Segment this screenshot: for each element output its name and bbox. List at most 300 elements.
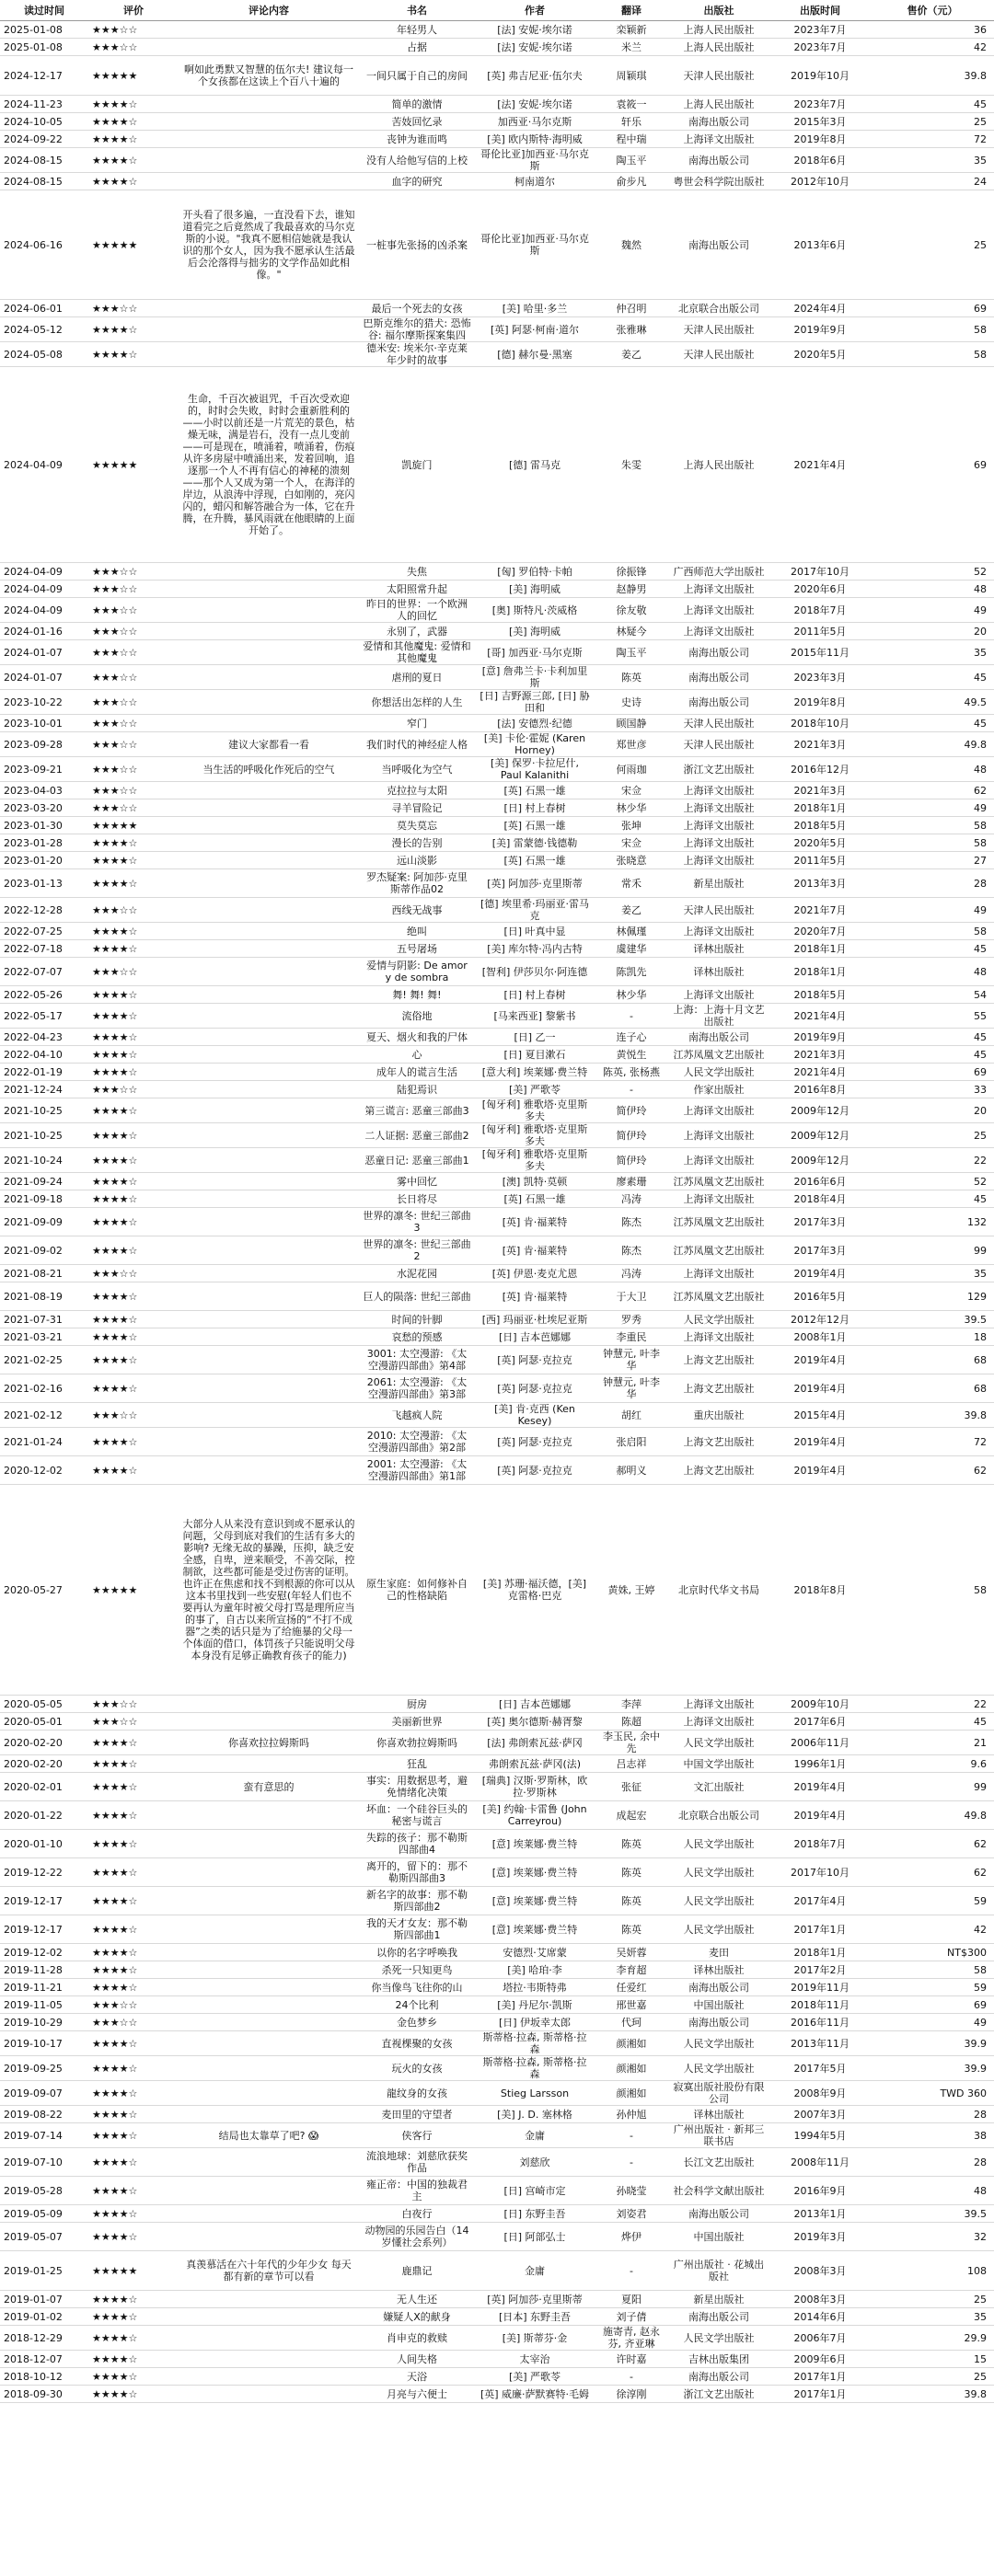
- translator: 林疑今: [595, 623, 668, 640]
- book-title: 我们时代的神经症人格: [359, 732, 475, 757]
- publisher: 天津人民出版社: [668, 342, 769, 367]
- rating: ★★★☆☆: [88, 598, 179, 623]
- translator: 程中瑞: [595, 131, 668, 148]
- price: 58: [871, 834, 994, 852]
- translator: 于大卫: [595, 1282, 668, 1311]
- publisher: 麦田: [668, 1944, 769, 1961]
- table-row: [0, 173, 994, 190]
- rating: ★★★★★: [88, 817, 179, 834]
- translator: 宋佥: [595, 834, 668, 852]
- rating: ★★★★☆: [88, 852, 179, 869]
- read-date: 2022-04-10: [0, 1046, 88, 1064]
- read-date: 2020-01-10: [0, 1830, 88, 1858]
- price: 45: [871, 940, 994, 958]
- author: [美] J. D. 塞林格: [475, 2106, 595, 2123]
- translator: 烨伊: [595, 2223, 668, 2251]
- book-title: 哀愁的预感: [359, 1328, 475, 1346]
- read-date: 2024-10-05: [0, 113, 88, 131]
- table-row: [0, 2386, 994, 2403]
- book-title: 肖申克的救赎: [359, 2326, 475, 2351]
- author: [英] 肯·福莱特: [475, 1236, 595, 1265]
- rating: ★★★★☆: [88, 1190, 179, 1208]
- review: [179, 923, 359, 940]
- rating: ★★★★☆: [88, 96, 179, 113]
- author: 哥伦比亚]加西亚·马尔克斯: [475, 148, 595, 173]
- review: [179, 817, 359, 834]
- rating: ★★★★☆: [88, 1004, 179, 1029]
- pub-date: 2006年7月: [769, 2326, 871, 2351]
- pub-date: 2018年11月: [769, 1996, 871, 2014]
- author: [美] 严歌苓: [475, 1081, 595, 1098]
- author: [日] 宫崎市定: [475, 2177, 595, 2205]
- price: 24: [871, 173, 994, 190]
- review: [179, 799, 359, 817]
- table-row: [0, 1961, 994, 1979]
- translator: 姜乙: [595, 898, 668, 923]
- translator: -: [595, 2251, 668, 2291]
- pub-date: 2019年4月: [769, 1428, 871, 1456]
- pub-date: 1996年1月: [769, 1755, 871, 1773]
- price: 28: [871, 2106, 994, 2123]
- read-date: 2022-12-28: [0, 898, 88, 923]
- publisher: 上海译文出版社: [668, 834, 769, 852]
- author: [日] 吉本芭娜娜: [475, 1696, 595, 1713]
- read-date: 2019-11-21: [0, 1979, 88, 1996]
- translator: 许时嘉: [595, 2351, 668, 2368]
- translator: 廖素珊: [595, 1173, 668, 1190]
- rating: ★★★★☆: [88, 2081, 179, 2106]
- pub-date: 2009年12月: [769, 1148, 871, 1173]
- author: [意大利] 埃莱娜·费兰特: [475, 1064, 595, 1081]
- translator: 成起宏: [595, 1801, 668, 1830]
- pub-date: 2018年1月: [769, 940, 871, 958]
- table-row: [0, 1830, 994, 1858]
- author: [意] 詹弗兰卡·卡利加里斯: [475, 665, 595, 690]
- publisher: 北京联合出版公司: [668, 300, 769, 317]
- table-row: [0, 640, 994, 665]
- pub-date: 2017年4月: [769, 1887, 871, 1915]
- read-date: 2024-04-09: [0, 598, 88, 623]
- translator: 虞建华: [595, 940, 668, 958]
- rating: ★★★☆☆: [88, 732, 179, 757]
- rating: ★★★★☆: [88, 1755, 179, 1773]
- table-row: [0, 1428, 994, 1456]
- pub-date: 2019年3月: [769, 2223, 871, 2251]
- review: 开头看了很多遍，一直没看下去，谁知道看完之后竟然成了我最喜欢的马尔克斯的小说。"我真不愿相信她就是我认识的那个女人，因为我不愿承认生活最后会沦落得与拙劣的文学作品如此相像。": [179, 190, 359, 300]
- review: [179, 2351, 359, 2368]
- read-date: 2023-10-22: [0, 690, 88, 715]
- pub-date: 2016年8月: [769, 1081, 871, 1098]
- author: [英] 肯·福莱特: [475, 1282, 595, 1311]
- review: 啊如此勇默又智慧的伍尔夫! 建议每一个女孩都在这读上个百八十遍的: [179, 56, 359, 96]
- table-row: [0, 1485, 994, 1696]
- publisher: 上海译文出版社: [668, 581, 769, 598]
- pub-date: 2017年6月: [769, 1713, 871, 1731]
- rating: ★★★★☆: [88, 1098, 179, 1123]
- price: NT$300: [871, 1944, 994, 1961]
- price: 45: [871, 715, 994, 732]
- review: [179, 563, 359, 581]
- review: [179, 1961, 359, 1979]
- pub-date: 2023年7月: [769, 21, 871, 39]
- pub-date: 2019年4月: [769, 1456, 871, 1485]
- rating: ★★★☆☆: [88, 1403, 179, 1428]
- price: 62: [871, 1456, 994, 1485]
- read-date: 2022-05-26: [0, 986, 88, 1004]
- read-date: 2021-10-25: [0, 1098, 88, 1123]
- review: [179, 623, 359, 640]
- rating: ★★★★☆: [88, 1915, 179, 1944]
- rating: ★★★★★: [88, 56, 179, 96]
- table-row: [0, 21, 994, 39]
- price: 68: [871, 1346, 994, 1374]
- table-row: [0, 1696, 994, 1713]
- book-title: 德米安: 埃米尔·辛克莱年少时的故事: [359, 342, 475, 367]
- publisher: 上海译文出版社: [668, 799, 769, 817]
- translator: 胡红: [595, 1403, 668, 1428]
- book-title: 直视棵聚的女孩: [359, 2031, 475, 2056]
- price: 49.5: [871, 690, 994, 715]
- book-title: 雾中回忆: [359, 1173, 475, 1190]
- author: [匈牙利] 雅歌塔·克里斯多夫: [475, 1148, 595, 1173]
- rating: ★★★★☆: [88, 1858, 179, 1887]
- rating: ★★★★☆: [88, 2223, 179, 2251]
- book-title: 3001: 太空漫游: 《太空漫游四部曲》第4部: [359, 1346, 475, 1374]
- table-row: [0, 834, 994, 852]
- translator: 郝明义: [595, 1456, 668, 1485]
- table-row: [0, 958, 994, 986]
- read-date: 2019-07-14: [0, 2123, 88, 2148]
- publisher: 上海译文出版社: [668, 623, 769, 640]
- review: [179, 2386, 359, 2403]
- book-title: 世界的凛冬: 世纪三部曲 2: [359, 1236, 475, 1265]
- price: 59: [871, 1887, 994, 1915]
- book-title: 嫌疑人X的献身: [359, 2308, 475, 2326]
- translator: 颜湘如: [595, 2081, 668, 2106]
- book-title: 窄门: [359, 715, 475, 732]
- publisher: 人民文学出版社: [668, 2031, 769, 2056]
- pub-date: 2013年1月: [769, 2205, 871, 2223]
- book-title: 侠客行: [359, 2123, 475, 2148]
- price: 69: [871, 1064, 994, 1081]
- book-title: 飞越疯人院: [359, 1403, 475, 1428]
- price: 108: [871, 2251, 994, 2291]
- publisher: 吉林出版集团: [668, 2351, 769, 2368]
- header-translator: 翻译: [595, 0, 668, 21]
- pub-date: 2019年8月: [769, 131, 871, 148]
- translator: 赵静男: [595, 581, 668, 598]
- publisher: 人民文学出版社: [668, 1858, 769, 1887]
- translator: 钟慧元, 叶李华: [595, 1374, 668, 1403]
- author: [澳] 凯特·莫顿: [475, 1173, 595, 1190]
- author: [日] 叶真中显: [475, 923, 595, 940]
- price: 62: [871, 1830, 994, 1858]
- pub-date: 2019年8月: [769, 690, 871, 715]
- read-date: 2019-08-22: [0, 2106, 88, 2123]
- header-publisher: 出版社: [668, 0, 769, 21]
- translator: 陈英: [595, 665, 668, 690]
- rating: ★★★★☆: [88, 2177, 179, 2205]
- review: [179, 834, 359, 852]
- table-row: [0, 1064, 994, 1081]
- book-title: 爱情与阴影: De amor y de sombra: [359, 958, 475, 986]
- book-title: 事实：用数据思考，避免情绪化决策: [359, 1773, 475, 1801]
- publisher: 天津人民出版社: [668, 56, 769, 96]
- translator: -: [595, 1081, 668, 1098]
- price: 72: [871, 1428, 994, 1456]
- price: 45: [871, 96, 994, 113]
- rating: ★★★★☆: [88, 2123, 179, 2148]
- review: [179, 986, 359, 1004]
- publisher: 北京联合出版公司: [668, 1801, 769, 1830]
- read-date: 2025-01-08: [0, 21, 88, 39]
- review: [179, 852, 359, 869]
- table-row: [0, 1979, 994, 1996]
- translator: 吴妍蓉: [595, 1944, 668, 1961]
- price: 20: [871, 623, 994, 640]
- rating: ★★★★☆: [88, 1961, 179, 1979]
- read-date: 2020-05-01: [0, 1713, 88, 1731]
- author: [哥] 加西亚·马尔克斯: [475, 640, 595, 665]
- price: 48: [871, 757, 994, 782]
- pub-date: 2016年5月: [769, 1282, 871, 1311]
- review: [179, 1236, 359, 1265]
- price: 99: [871, 1773, 994, 1801]
- read-date: 2018-10-12: [0, 2368, 88, 2386]
- pub-date: 2015年4月: [769, 1403, 871, 1428]
- rating: ★★★☆☆: [88, 623, 179, 640]
- price: 58: [871, 342, 994, 367]
- table-row: [0, 2056, 994, 2081]
- book-title: 玩火的女孩: [359, 2056, 475, 2081]
- pub-date: 2008年3月: [769, 2251, 871, 2291]
- book-title: 第三谎言: 恶童三部曲3: [359, 1098, 475, 1123]
- read-date: 2024-04-09: [0, 581, 88, 598]
- book-title: 厨房: [359, 1696, 475, 1713]
- review: [179, 1696, 359, 1713]
- pub-date: 2017年10月: [769, 563, 871, 581]
- publisher: 上海：上海十月文艺出版社: [668, 1004, 769, 1029]
- translator: 邢世嘉: [595, 1996, 668, 2014]
- review: [179, 1755, 359, 1773]
- table-row: [0, 96, 994, 113]
- rating: ★★★☆☆: [88, 757, 179, 782]
- publisher: 社会科学文献出版社: [668, 2177, 769, 2205]
- pub-date: 2017年3月: [769, 1208, 871, 1236]
- translator: 陶玉平: [595, 148, 668, 173]
- header-review: 评论内容: [179, 0, 359, 21]
- author: [日] 东野圭吾: [475, 2205, 595, 2223]
- author: [美] 海明威: [475, 623, 595, 640]
- publisher: 江苏凤凰文艺出版社: [668, 1236, 769, 1265]
- translator: 钟慧元, 叶李华: [595, 1346, 668, 1374]
- review: [179, 1123, 359, 1148]
- author: [美] 卡伦·霍妮 (Karen Horney): [475, 732, 595, 757]
- rating: ★★★☆☆: [88, 1996, 179, 2014]
- review: [179, 1004, 359, 1029]
- price: 58: [871, 1485, 994, 1696]
- translator: 张启阳: [595, 1428, 668, 1456]
- translator: 张晓意: [595, 852, 668, 869]
- review: [179, 581, 359, 598]
- read-date: 2023-10-01: [0, 715, 88, 732]
- author: [英] 阿瑟·克拉克: [475, 1346, 595, 1374]
- publisher: 人民文学出版社: [668, 1064, 769, 1081]
- read-date: 2023-04-03: [0, 782, 88, 799]
- price: 48: [871, 958, 994, 986]
- table-row: [0, 1801, 994, 1830]
- read-date: 2021-10-25: [0, 1123, 88, 1148]
- author: [美] 雷蒙德·钱德勒: [475, 834, 595, 852]
- pub-date: 2023年7月: [769, 96, 871, 113]
- book-title: 恶童日记: 恶童三部曲1: [359, 1148, 475, 1173]
- book-title: 没有人给他写信的上校: [359, 148, 475, 173]
- read-date: 2019-05-07: [0, 2223, 88, 2251]
- pub-date: 2017年5月: [769, 2056, 871, 2081]
- pub-date: 2024年4月: [769, 300, 871, 317]
- book-title: 莫失莫忘: [359, 817, 475, 834]
- review: [179, 2081, 359, 2106]
- rating: ★★★★☆: [88, 1029, 179, 1046]
- author: [匈牙利] 雅歌塔·克里斯多夫: [475, 1098, 595, 1123]
- review: [179, 940, 359, 958]
- review: [179, 2148, 359, 2177]
- translator: 袁筱一: [595, 96, 668, 113]
- translator: 施寄青, 赵永芬, 齐亚琳: [595, 2326, 668, 2351]
- review: 建议大家都看一看: [179, 732, 359, 757]
- author: [英] 阿加莎·克里斯蒂: [475, 2291, 595, 2308]
- header-row: [0, 0, 994, 21]
- publisher: 新星出版社: [668, 869, 769, 898]
- rating: ★★★☆☆: [88, 581, 179, 598]
- table-row: [0, 300, 994, 317]
- translator: 冯涛: [595, 1265, 668, 1282]
- table-row: [0, 1098, 994, 1123]
- rating: ★★★★☆: [88, 173, 179, 190]
- table-row: [0, 923, 994, 940]
- author: [奥] 斯特凡·茨威格: [475, 598, 595, 623]
- publisher: 上海文艺出版社: [668, 1428, 769, 1456]
- publisher: 中国出版社: [668, 2223, 769, 2251]
- author: [日本] 东野圭吾: [475, 2308, 595, 2326]
- review: [179, 131, 359, 148]
- publisher: 上海译文出版社: [668, 1713, 769, 1731]
- price: 28: [871, 2148, 994, 2177]
- pub-date: 2019年4月: [769, 1773, 871, 1801]
- author: 太宰治: [475, 2351, 595, 2368]
- rating: ★★★★☆: [88, 1123, 179, 1148]
- publisher: 译林出版社: [668, 1961, 769, 1979]
- author: [日] 吉野源三郎, [日] 胁田和: [475, 690, 595, 715]
- pub-date: 2008年3月: [769, 2291, 871, 2308]
- rating: ★★★★☆: [88, 1208, 179, 1236]
- price: 49: [871, 898, 994, 923]
- price: 129: [871, 1282, 994, 1311]
- read-date: 2025-01-08: [0, 39, 88, 56]
- table-row: [0, 1944, 994, 1961]
- translator: 魏然: [595, 190, 668, 300]
- read-date: 2021-09-24: [0, 1173, 88, 1190]
- author: [美] 欧内斯特·海明威: [475, 131, 595, 148]
- translator: 徐淳刚: [595, 2386, 668, 2403]
- read-date: 2021-08-19: [0, 1282, 88, 1311]
- read-date: 2022-04-23: [0, 1029, 88, 1046]
- table-row: [0, 1346, 994, 1374]
- table-row: [0, 342, 994, 367]
- table-row: [0, 148, 994, 173]
- rating: ★★★☆☆: [88, 1265, 179, 1282]
- table-row: [0, 2148, 994, 2177]
- translator: 陈英: [595, 1915, 668, 1944]
- rating: ★★★★☆: [88, 1046, 179, 1064]
- translator: 张雅琳: [595, 317, 668, 342]
- author: [英] 阿瑟·克拉克: [475, 1374, 595, 1403]
- book-title: 二人证据: 恶童三部曲2: [359, 1123, 475, 1148]
- table-row: [0, 367, 994, 563]
- review: 蛮有意思的: [179, 1773, 359, 1801]
- review: 你喜欢拉拉姆斯吗: [179, 1731, 359, 1755]
- price: 25: [871, 1123, 994, 1148]
- pub-date: 2018年5月: [769, 986, 871, 1004]
- author: [日] 村上春树: [475, 799, 595, 817]
- translator: 林少华: [595, 799, 668, 817]
- table-row: [0, 1046, 994, 1064]
- translator: 陈英, 张杨燕: [595, 1064, 668, 1081]
- pub-date: 2016年9月: [769, 2177, 871, 2205]
- rating: ★★★☆☆: [88, 300, 179, 317]
- review: [179, 1979, 359, 1996]
- author: [美] 肯·克西 (Ken Kesey): [475, 1403, 595, 1428]
- read-date: 2019-09-07: [0, 2081, 88, 2106]
- review: [179, 148, 359, 173]
- publisher: 南海出版公司: [668, 148, 769, 173]
- read-date: 2021-09-02: [0, 1236, 88, 1265]
- price: 39.9: [871, 2056, 994, 2081]
- review: [179, 640, 359, 665]
- price: 68: [871, 1374, 994, 1403]
- rating: ★★★★☆: [88, 940, 179, 958]
- translator: -: [595, 2148, 668, 2177]
- publisher: 上海译文出版社: [668, 1265, 769, 1282]
- translator: 林佩瑾: [595, 923, 668, 940]
- price: 39.8: [871, 2386, 994, 2403]
- rating: ★★★★☆: [88, 923, 179, 940]
- author: [美] 丹尼尔·凯斯: [475, 1996, 595, 2014]
- review: [179, 1428, 359, 1456]
- read-date: 2019-11-05: [0, 1996, 88, 2014]
- review: [179, 1328, 359, 1346]
- rating: ★★★★☆: [88, 1979, 179, 1996]
- rating: ★★★☆☆: [88, 958, 179, 986]
- table-row: [0, 715, 994, 732]
- pub-date: 2009年6月: [769, 2351, 871, 2368]
- table-row: [0, 757, 994, 782]
- author: 加西亚·马尔克斯: [475, 113, 595, 131]
- table-row: [0, 986, 994, 1004]
- book-title: 一桩事先张扬的凶杀案: [359, 190, 475, 300]
- price: 29.9: [871, 2326, 994, 2351]
- header-price: 售价（元）: [871, 0, 994, 21]
- table-row: [0, 690, 994, 715]
- book-title: 你喜欢勃拉姆斯吗: [359, 1731, 475, 1755]
- author: [英] 伊恩·麦克尤恩: [475, 1265, 595, 1282]
- review: [179, 958, 359, 986]
- book-title: 狂乱: [359, 1755, 475, 1773]
- pub-date: 2018年1月: [769, 799, 871, 817]
- read-date: 2023-09-28: [0, 732, 88, 757]
- price: 39.8: [871, 56, 994, 96]
- book-title: 无人生还: [359, 2291, 475, 2308]
